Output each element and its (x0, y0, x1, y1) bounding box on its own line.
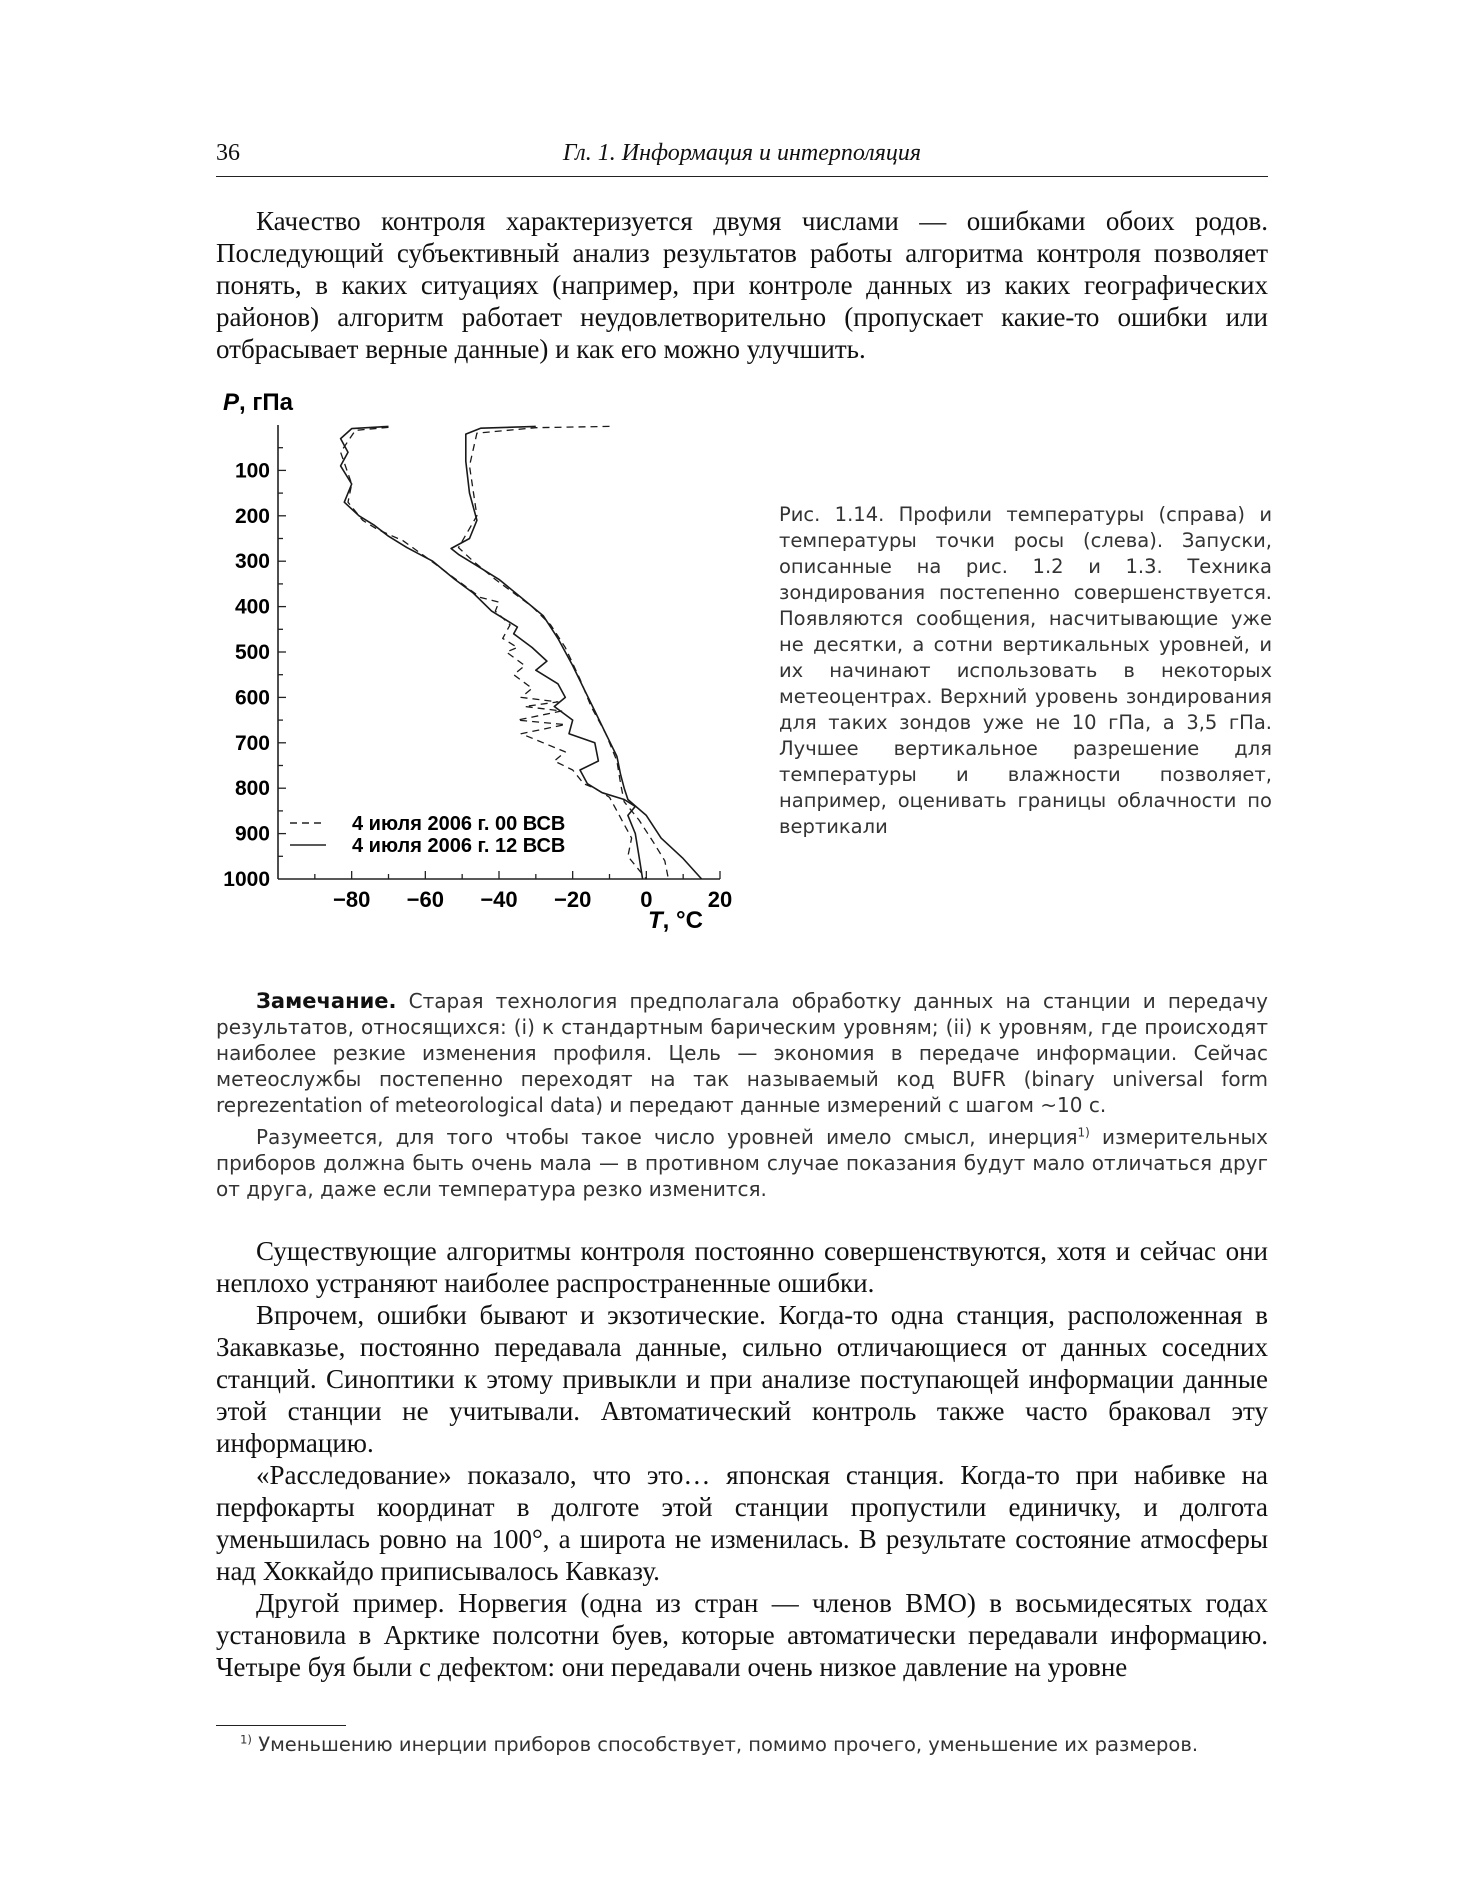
y-tick-label: 600 (234, 686, 270, 710)
body-block (216, 1235, 1268, 1683)
y-tick-label: 300 (234, 550, 270, 574)
y-axis-unit: , гПа (239, 389, 293, 416)
sounding-chart (216, 385, 756, 955)
footnote-text: Уменьшению инерции приборов способствует, помимо прочего, уменьшение их размеров. (252, 1733, 1199, 1756)
y-tick-label: 900 (234, 822, 270, 846)
legend-label-12: 4 июля 2006 г. 12 ВСВ (352, 835, 566, 857)
page-header (216, 140, 1268, 177)
x-tick-label: −20 (554, 887, 592, 912)
footnote-marker: 1) (240, 1732, 252, 1747)
series-dewpoint-solid (341, 426, 643, 879)
x-tick-label: −80 (333, 887, 371, 912)
x-tick-label: 20 (707, 887, 733, 912)
y-tick-label: 1000 (223, 868, 270, 891)
intro-paragraph: Качество контроля характеризуется двумя числами — ошибками обоих родов. Последующий субъективный анализ результатов работы алгоритма контроля позволяет понять, в каких ситуациях (например, при контроле данных из каких географических районов) алгоритм работает неудовлетворительно (пропускает какие-то ошибки или отбрасывает верные данные) и как его можно улучшить. (216, 206, 1268, 364)
body-paragraph-4: Другой пример. Норвегия (одна из стран — членов ВМО) в восьмидесятых годах установила в Арктике полсотни буев, которые автоматически передавали информацию. Четыре буя были с дефектом: они передавали очень низкое давление на уровне (216, 1588, 1268, 1682)
body-paragraph-2: Впрочем, ошибки бывают и экзотические. Когда-то одна станция, расположенная в Закавказье, постоянно передавала данные, сильно отличающиеся от данных соседних станций. Синоптики к этому привыкли и при анализе поступающей информации данные этой станции не учитывали. Автоматический контроль также часто браковал эту информацию. (216, 1300, 1268, 1458)
x-tick-label: −60 (406, 887, 444, 912)
y-tick-label: 800 (234, 777, 270, 801)
remark-paragraph-2 (216, 1124, 1268, 1202)
y-tick-label: 500 (234, 641, 270, 664)
series-dewpoint-dashed (341, 427, 647, 879)
chart-legend (290, 813, 565, 857)
series-temperature-dashed (459, 426, 669, 879)
chart-series (341, 426, 702, 879)
y-axis-label (223, 389, 294, 416)
page-number: 36 (216, 140, 240, 166)
remark-block (216, 988, 1268, 1202)
body-paragraph-1: Существующие алгоритмы контроля постоянно совершенствуются, хотя и сейчас они неплохо устраняют наиболее распространенные ошибки. (216, 1236, 1268, 1298)
footnote-rule (216, 1725, 346, 1726)
x-tick-label: 0 (640, 887, 653, 912)
x-axis-symbol: T (648, 907, 663, 934)
figure-caption: Рис. 1.14. Профили температуры (справа) и температуры точки росы (слева). Запуски, описанные на рис. 1.2 и 1.3. Техника зондирования постепенно совершенствуется. Появляются сообщения, насчитывающие уже не десятки, а сотни вертикальных уровней, и их начинают использовать в некоторых метеоцентрах. Верхний уровень зондирования для таких зондов уже не 10 гПа, а 3,5 гПа. Лучшее вертикальное разрешение для температуры и влажности позволяет, например, оценивать границы облачности по вертикали (779, 503, 1272, 838)
series-temperature-solid (451, 426, 701, 879)
legend-label-00: 4 июля 2006 г. 00 ВСВ (352, 813, 566, 835)
x-tick-label: −40 (480, 887, 518, 912)
intro-block (216, 205, 1268, 365)
remark-paragraph (216, 988, 1268, 1118)
y-tick-label: 200 (234, 504, 270, 528)
footnote-ref: 1) (1077, 1125, 1090, 1140)
body-paragraph-3: «Расследование» показало, что это… японская станция. Когда-то при набивке на перфокарты координат в долготе этой станции пропустили единичку, и долгота уменьшилась ровно на 100°, а широта не изменилась. В результате состояние атмосферы над Хоккайдо приписывалось Кавказу. (216, 1460, 1268, 1586)
y-tick-label: 700 (234, 731, 270, 755)
running-title: Гл. 1. Информация и интерполяция (562, 140, 922, 166)
y-tick-label: 100 (234, 459, 270, 483)
remark-p2-before: Разумеется, для того чтобы такое число уровней имело смысл, инерция (256, 1125, 1078, 1149)
x-axis-unit: , °C (662, 907, 703, 934)
x-axis-label (648, 907, 703, 934)
remark-label: Замечание. (256, 989, 397, 1013)
remark-text: Старая технология предполагала обработку данных на станции и передачу результатов, относящихся: (i) к стандартным барическим уровням; (ii) к уровням, где происходят наиболее резкие изменения профиля. Цель — экономия в передаче информации. Сейчас метеослужбы постепенно переходят на так называемый код BUFR (binary universal form reprezentation of meteorological data) и передают данные измерений с шагом ~10 с. (216, 989, 1268, 1117)
footnote (240, 1733, 1270, 1756)
y-axis-symbol: P (223, 389, 240, 416)
remark-p2-after: измерительных приборов должна быть очень мала — в противном случае показания будут мало отличаться друг от друга, даже если температура резко изменится. (216, 1125, 1268, 1201)
y-tick-label: 400 (234, 595, 270, 619)
